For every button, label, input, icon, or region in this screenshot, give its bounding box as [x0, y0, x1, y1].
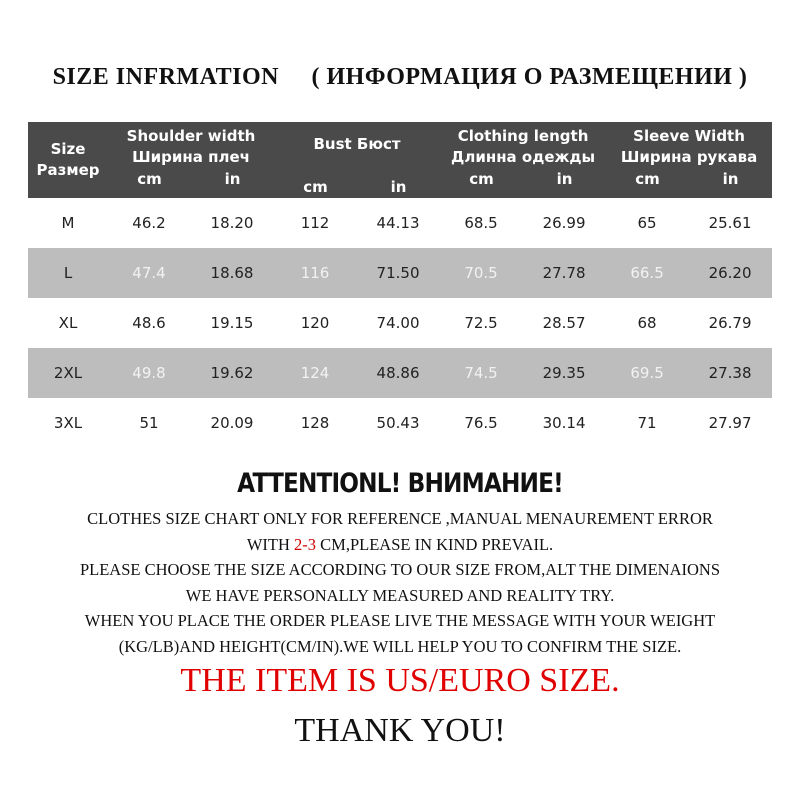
bust-header-en: Bust Бюст [313, 135, 401, 153]
shoulder-cm-cell: 46.2 [132, 214, 166, 232]
page-title [0, 64, 800, 91]
size-cell: XL [58, 314, 78, 332]
shoulder-cm-cell: 51 [139, 414, 159, 432]
bust-cm-cell: 116 [274, 248, 356, 298]
unit-cm: cm [303, 178, 328, 196]
length-in-cell: 26.99 [542, 214, 586, 232]
length-cm-cell: 72.5 [464, 314, 498, 332]
length-cm-cell: 68.5 [464, 214, 498, 232]
size-table [28, 122, 772, 448]
page-title-en: SIZE INFRMATION [52, 64, 279, 90]
bust-cm-cell: 128 [300, 414, 330, 432]
size-header-ru: Размер [36, 161, 100, 179]
length-in-cell: 29.35 [522, 348, 606, 398]
bust-in-cell: 44.13 [376, 214, 420, 232]
note-text: CM,PLEASE IN KIND PREVAIL. [316, 534, 554, 554]
size-cell: M [61, 214, 75, 232]
table-header-row [28, 122, 772, 198]
note-line: (KG/LB)AND HEIGHT(CM/IN).WE WILL HELP YOU TO CONFIRM THE SIZE. [118, 636, 682, 656]
length-cm-cell: 70.5 [440, 248, 522, 298]
shoulder-cm-cell: 49.8 [108, 348, 190, 398]
unit-in: in [722, 170, 739, 188]
table-row [28, 348, 772, 398]
thank-you-text: THANK YOU! [294, 712, 506, 749]
unit-in: in [556, 170, 573, 188]
shoulder-in-cell: 18.68 [190, 248, 274, 298]
size-notes [0, 506, 800, 659]
unit-in: in [224, 170, 241, 188]
length-cm-cell: 76.5 [464, 414, 498, 432]
sleeve-in-cell: 25.61 [708, 214, 752, 232]
table-row [28, 298, 772, 348]
sleeve-cm-cell: 66.5 [606, 248, 688, 298]
note-line: WHEN YOU PLACE THE ORDER PLEASE LIVE THE MESSAGE WITH YOUR WEIGHT [84, 611, 716, 630]
euro-size-notice: THE ITEM IS US/EURO SIZE. [180, 662, 620, 699]
unit-cm: cm [469, 170, 494, 188]
note-line: CLOTHES SIZE CHART ONLY FOR REFERENCE ,MANUAL MENAUREMENT ERROR [87, 509, 713, 528]
unit-in: in [390, 178, 407, 196]
bust-in-cell: 48.86 [356, 348, 440, 398]
length-cm-cell: 74.5 [440, 348, 522, 398]
attention-heading: ATTENTIONL! ВНИМАНИЕ! [237, 468, 563, 499]
page-title-ru: ( ИНФОРМАЦИЯ О РАЗМЕЩЕНИИ ) [311, 64, 748, 90]
bust-cm-cell: 112 [300, 214, 330, 232]
sleeve-cm-cell: 68 [637, 314, 657, 332]
shoulder-in-cell: 20.09 [210, 414, 254, 432]
table-row [28, 248, 772, 298]
bust-header [274, 122, 440, 198]
sleeve-cm-cell: 71 [637, 414, 657, 432]
length-in-cell: 27.78 [522, 248, 606, 298]
table-row [28, 198, 772, 248]
bust-in-cell: 50.43 [376, 414, 420, 432]
size-cell: L [28, 248, 108, 298]
shoulder-width-header-en: Shoulder width [126, 127, 256, 145]
bust-cm-cell: 120 [300, 314, 330, 332]
shoulder-cm-cell: 48.6 [132, 314, 166, 332]
shoulder-in-cell: 19.15 [210, 314, 254, 332]
clothing-length-header-en: Clothing length [457, 127, 589, 145]
sleeve-in-cell: 26.79 [708, 314, 752, 332]
sleeve-cm-cell: 69.5 [606, 348, 688, 398]
size-header-en: Size [50, 140, 86, 158]
bust-in-cell: 74.00 [376, 314, 420, 332]
sleeve-width-header-en: Sleeve Width [633, 127, 745, 145]
sleeve-width-header [606, 122, 772, 198]
bust-cm-cell: 124 [274, 348, 356, 398]
sleeve-in-cell: 27.38 [688, 348, 772, 398]
note-line: PLEASE CHOOSE THE SIZE ACCORDING TO OUR SIZE FROM,ALT THE DIMENAIONS [79, 560, 721, 579]
error-range: 2-3 [294, 534, 317, 554]
shoulder-in-cell: 18.20 [210, 214, 254, 232]
unit-cm: cm [635, 170, 660, 188]
shoulder-width-header [108, 122, 274, 198]
sleeve-in-cell: 26.20 [688, 248, 772, 298]
note-line: WE HAVE PERSONALLY MEASURED AND REALITY TRY. [185, 585, 615, 605]
shoulder-cm-cell: 47.4 [108, 248, 190, 298]
shoulder-in-cell: 19.62 [190, 348, 274, 398]
note-line [0, 532, 800, 558]
size-cell: 3XL [53, 414, 83, 432]
note-text: WITH [246, 534, 295, 554]
sleeve-cm-cell: 65 [637, 214, 657, 232]
length-in-cell: 30.14 [542, 414, 586, 432]
length-in-cell: 28.57 [542, 314, 586, 332]
bust-in-cell: 71.50 [356, 248, 440, 298]
sleeve-in-cell: 27.97 [708, 414, 752, 432]
size-cell: 2XL [28, 348, 108, 398]
size-column-header [28, 122, 108, 198]
sleeve-width-header-ru: Ширина рукава [620, 148, 758, 166]
shoulder-width-header-ru: Ширина плеч [132, 148, 250, 166]
unit-cm: cm [137, 170, 162, 188]
table-row [28, 398, 772, 448]
clothing-length-header [440, 122, 606, 198]
clothing-length-header-ru: Длинна одежды [450, 148, 596, 166]
